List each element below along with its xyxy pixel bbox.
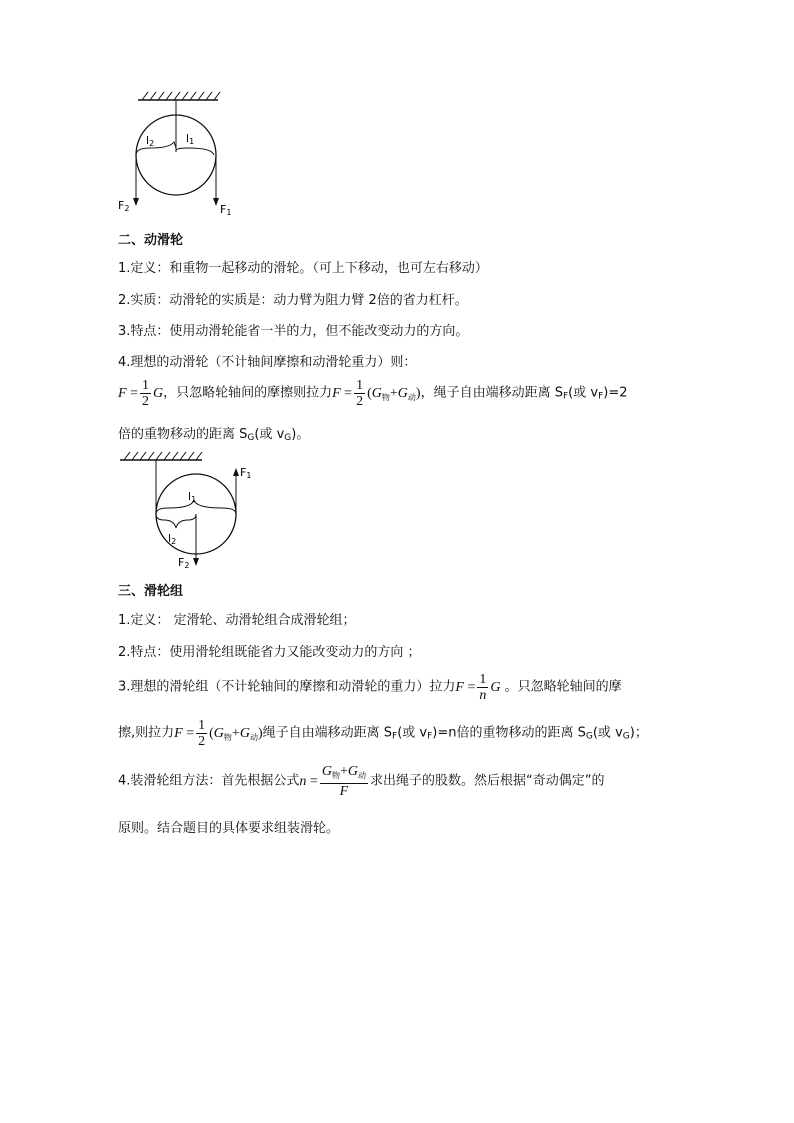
formula-half-g: F = $\frac{1}{2}$ G bbox=[118, 378, 164, 409]
movable-pulley-essence: 2.实质：动滑轮的实质是：动力臂为阻力臂 2倍的省力杠杆。 bbox=[118, 293, 468, 308]
pulley-block-feature: 2.特点：使用滑轮组既能省力又能改变动力的方向 ； bbox=[118, 645, 421, 660]
section-heading-pulley-block: 三、滑轮组 bbox=[118, 584, 184, 599]
formula-half-g-plus-gdong: F = $\frac{1}{2}$ $(G_物+G_动)$ bbox=[332, 378, 421, 409]
fig1-l1-label: l1 bbox=[186, 132, 195, 146]
section-heading-movable-pulley: 二、动滑轮 bbox=[118, 233, 184, 248]
pulley-block-definition: 1.定义： 定滑轮、动滑轮组合成滑轮组； bbox=[118, 613, 356, 628]
fig2-l1-label: l1 bbox=[188, 490, 197, 504]
fig2-f2-label: F2 bbox=[178, 556, 190, 570]
formula-g-over-n: F = $\frac{1}{n}$ G bbox=[455, 672, 501, 703]
movable-pulley-ideal: 4.理想的动滑轮（不计轴间摩擦和动滑轮重力）则： bbox=[118, 355, 417, 370]
formula-half-sum: F = $\frac{1}{2}$ $(G_物+G_动)$ bbox=[174, 718, 263, 749]
pulley-block-friction-line: 擦,则拉力F = $\frac{1}{2}$ $(G_物+G_动)$绳子自由端移动距离 SF(或 vF)=n倍的重物移动的距离 SG(或 vG)； bbox=[118, 718, 648, 749]
pulley-block-ideal-line: 3.理想的滑轮组（不计轮轴间的摩擦和动滑轮的重力）拉力F = $\frac{1}{n}$ G 。只忽略轮轴间的摩 bbox=[118, 672, 622, 703]
fig2-f1-label: F1 bbox=[240, 466, 252, 480]
fixed-pulley-diagram bbox=[110, 92, 240, 222]
movable-pulley-formula-line: F = $\frac{1}{2}$ G，只忽略轮轴间的摩擦则拉力F = $\frac{1}{2}$ $(G_物+G_动)$，绳子自由端移动距离 SF(或 vF)=2 bbox=[118, 378, 628, 409]
movable-pulley-definition: 1.定义：和重物一起移动的滑轮。（可上下移动，也可左右移动） bbox=[118, 261, 488, 276]
fig1-f1-label: F1 bbox=[220, 203, 232, 217]
movable-pulley-distance-line: 倍的重物移动的距离 SG(或 vG)。 bbox=[118, 427, 310, 443]
pulley-block-principle: 原则。结合题目的具体要求组装滑轮。 bbox=[118, 821, 340, 836]
movable-pulley-diagram bbox=[112, 448, 272, 573]
formula-n-rope-count: n = $\frac{G_物+G_动}{F}$ bbox=[299, 764, 366, 799]
fig1-f2-label: F2 bbox=[118, 199, 130, 213]
movable-pulley-feature: 3.特点：使用动滑轮能省一半的力，但不能改变动力的方向。 bbox=[118, 324, 469, 339]
fig1-l2-label: l2 bbox=[146, 134, 155, 148]
pulley-block-assembly-line: 4.装滑轮组方法：首先根据公式n = $\frac{G_物+G_动}{F}$ 求出绳子的股数。然后根据“奇动偶定”的 bbox=[118, 764, 605, 799]
fig2-l2-label: l2 bbox=[168, 532, 177, 546]
